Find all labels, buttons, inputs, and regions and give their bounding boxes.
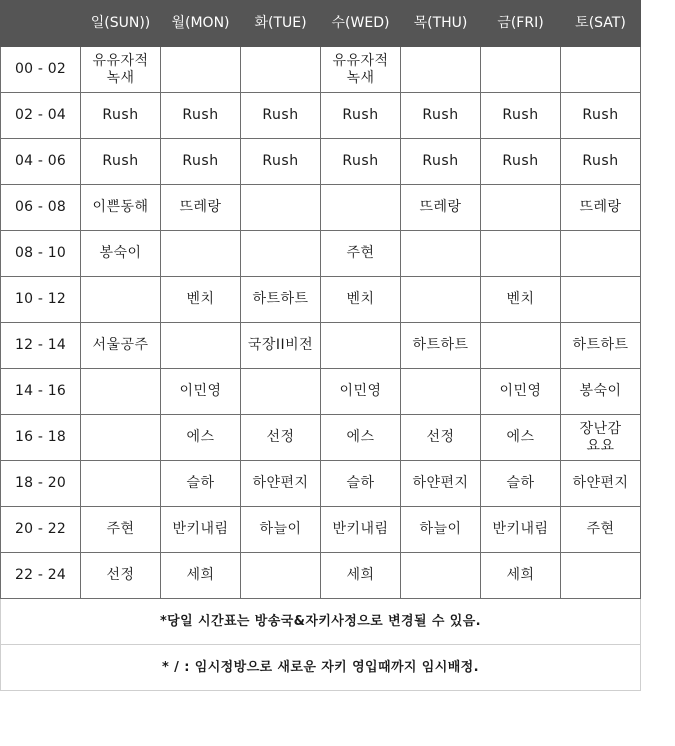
time-slot-label: 22 - 24 [1, 553, 81, 599]
schedule-cell: 유유자적 녹새 [81, 47, 161, 93]
time-slot-label: 10 - 12 [1, 277, 81, 323]
header-day-mon: 월(MON) [161, 1, 241, 47]
time-slot-label: 12 - 14 [1, 323, 81, 369]
schedule-cell [401, 231, 481, 277]
schedule-cell: 하늘이 [241, 507, 321, 553]
schedule-row [1, 415, 641, 461]
time-slot-label: 02 - 04 [1, 93, 81, 139]
header-day-wed: 수(WED) [321, 1, 401, 47]
header-day-sun: 일(SUN)) [81, 1, 161, 47]
schedule-cell: 슬하 [161, 461, 241, 507]
header-day-sat: 토(SAT) [561, 1, 641, 47]
schedule-cell: Rush [321, 93, 401, 139]
schedule-cell: 세희 [321, 553, 401, 599]
temporary-assignment-note: * / : 임시정방으로 새로운 자키 영입때까지 임시배정. [1, 645, 641, 691]
schedule-cell [161, 323, 241, 369]
schedule-cell [401, 277, 481, 323]
schedule-cell: Rush [81, 139, 161, 185]
schedule-cell: 반키내림 [481, 507, 561, 553]
time-slot-label: 16 - 18 [1, 415, 81, 461]
header-day-thu: 목(THU) [401, 1, 481, 47]
schedule-cell: Rush [401, 139, 481, 185]
schedule-cell: 장난감 요요 [561, 415, 641, 461]
schedule-cell [241, 369, 321, 415]
schedule-change-note: *당일 시간표는 방송국&자키사정으로 변경될 수 있음. [1, 599, 641, 645]
schedule-cell: 뜨레랑 [161, 185, 241, 231]
schedule-cell: 뜨레랑 [401, 185, 481, 231]
schedule-cell: Rush [241, 139, 321, 185]
schedule-cell [161, 231, 241, 277]
schedule-cell [241, 553, 321, 599]
note-row [1, 599, 641, 645]
header-day-tue: 화(TUE) [241, 1, 321, 47]
schedule-cell [401, 369, 481, 415]
schedule-row [1, 369, 641, 415]
note-row [1, 645, 641, 691]
schedule-cell: 봉숙이 [81, 231, 161, 277]
schedule-cell: 이민영 [161, 369, 241, 415]
schedule-cell [481, 185, 561, 231]
schedule-cell: 에스 [321, 415, 401, 461]
schedule-cell: 주현 [81, 507, 161, 553]
schedule-cell: 이민영 [481, 369, 561, 415]
schedule-cell [81, 415, 161, 461]
schedule-cell: 세희 [161, 553, 241, 599]
schedule-cell [481, 47, 561, 93]
schedule-cell: 이민영 [321, 369, 401, 415]
schedule-cell: 하얀편지 [561, 461, 641, 507]
time-slot-label: 04 - 06 [1, 139, 81, 185]
schedule-cell: 세희 [481, 553, 561, 599]
schedule-cell: 선정 [401, 415, 481, 461]
schedule-cell: Rush [481, 93, 561, 139]
schedule-cell: 하트하트 [401, 323, 481, 369]
schedule-cell [241, 47, 321, 93]
schedule-body [1, 47, 641, 599]
schedule-cell: 주현 [561, 507, 641, 553]
schedule-cell: Rush [561, 93, 641, 139]
schedule-row [1, 553, 641, 599]
schedule-cell [401, 47, 481, 93]
time-slot-label: 14 - 16 [1, 369, 81, 415]
schedule-cell [241, 231, 321, 277]
time-slot-label: 06 - 08 [1, 185, 81, 231]
schedule-cell: Rush [161, 93, 241, 139]
time-slot-label: 18 - 20 [1, 461, 81, 507]
schedule-cell: 선정 [241, 415, 321, 461]
schedule-cell: 슬하 [481, 461, 561, 507]
schedule-cell: 반키내림 [321, 507, 401, 553]
schedule-cell: 벤치 [481, 277, 561, 323]
header-time-corner [1, 1, 81, 47]
schedule-cell: 하트하트 [241, 277, 321, 323]
schedule-cell: 반키내림 [161, 507, 241, 553]
schedule-cell: 벤치 [161, 277, 241, 323]
schedule-row [1, 185, 641, 231]
schedule-cell [81, 461, 161, 507]
schedule-cell: 하늘이 [401, 507, 481, 553]
schedule-cell [481, 323, 561, 369]
schedule-row [1, 231, 641, 277]
schedule-cell: 슬하 [321, 461, 401, 507]
schedule-cell [561, 47, 641, 93]
schedule-cell: Rush [321, 139, 401, 185]
schedule-row [1, 47, 641, 93]
schedule-cell [321, 185, 401, 231]
schedule-cell: Rush [241, 93, 321, 139]
schedule-row [1, 139, 641, 185]
schedule-cell [561, 231, 641, 277]
header-row [1, 1, 641, 47]
schedule-cell: 봉숙이 [561, 369, 641, 415]
time-slot-label: 20 - 22 [1, 507, 81, 553]
schedule-row [1, 507, 641, 553]
schedule-cell: Rush [401, 93, 481, 139]
schedule-cell: 주현 [321, 231, 401, 277]
schedule-cell: Rush [481, 139, 561, 185]
time-slot-label: 08 - 10 [1, 231, 81, 277]
schedule-row [1, 323, 641, 369]
schedule-row [1, 93, 641, 139]
schedule-cell: 국장II비전 [241, 323, 321, 369]
schedule-cell [321, 323, 401, 369]
schedule-cell: 뜨레랑 [561, 185, 641, 231]
schedule-cell [561, 277, 641, 323]
schedule-row [1, 461, 641, 507]
schedule-cell [401, 553, 481, 599]
schedule-cell [561, 553, 641, 599]
schedule-cell: 유유자적 녹새 [321, 47, 401, 93]
schedule-cell: Rush [561, 139, 641, 185]
schedule-cell [241, 185, 321, 231]
schedule-cell [481, 231, 561, 277]
schedule-cell [81, 277, 161, 323]
schedule-cell: 선정 [81, 553, 161, 599]
header-day-fri: 금(FRI) [481, 1, 561, 47]
schedule-cell: 이쁜동해 [81, 185, 161, 231]
schedule-cell: Rush [161, 139, 241, 185]
schedule-cell [161, 47, 241, 93]
schedule-cell: 하트하트 [561, 323, 641, 369]
schedule-cell: 하얀편지 [401, 461, 481, 507]
schedule-cell [81, 369, 161, 415]
schedule-cell: Rush [81, 93, 161, 139]
schedule-row [1, 277, 641, 323]
schedule-cell: 에스 [481, 415, 561, 461]
schedule-cell: 서울공주 [81, 323, 161, 369]
schedule-cell: 에스 [161, 415, 241, 461]
time-slot-label: 00 - 02 [1, 47, 81, 93]
schedule-cell: 하얀편지 [241, 461, 321, 507]
schedule-cell: 벤치 [321, 277, 401, 323]
